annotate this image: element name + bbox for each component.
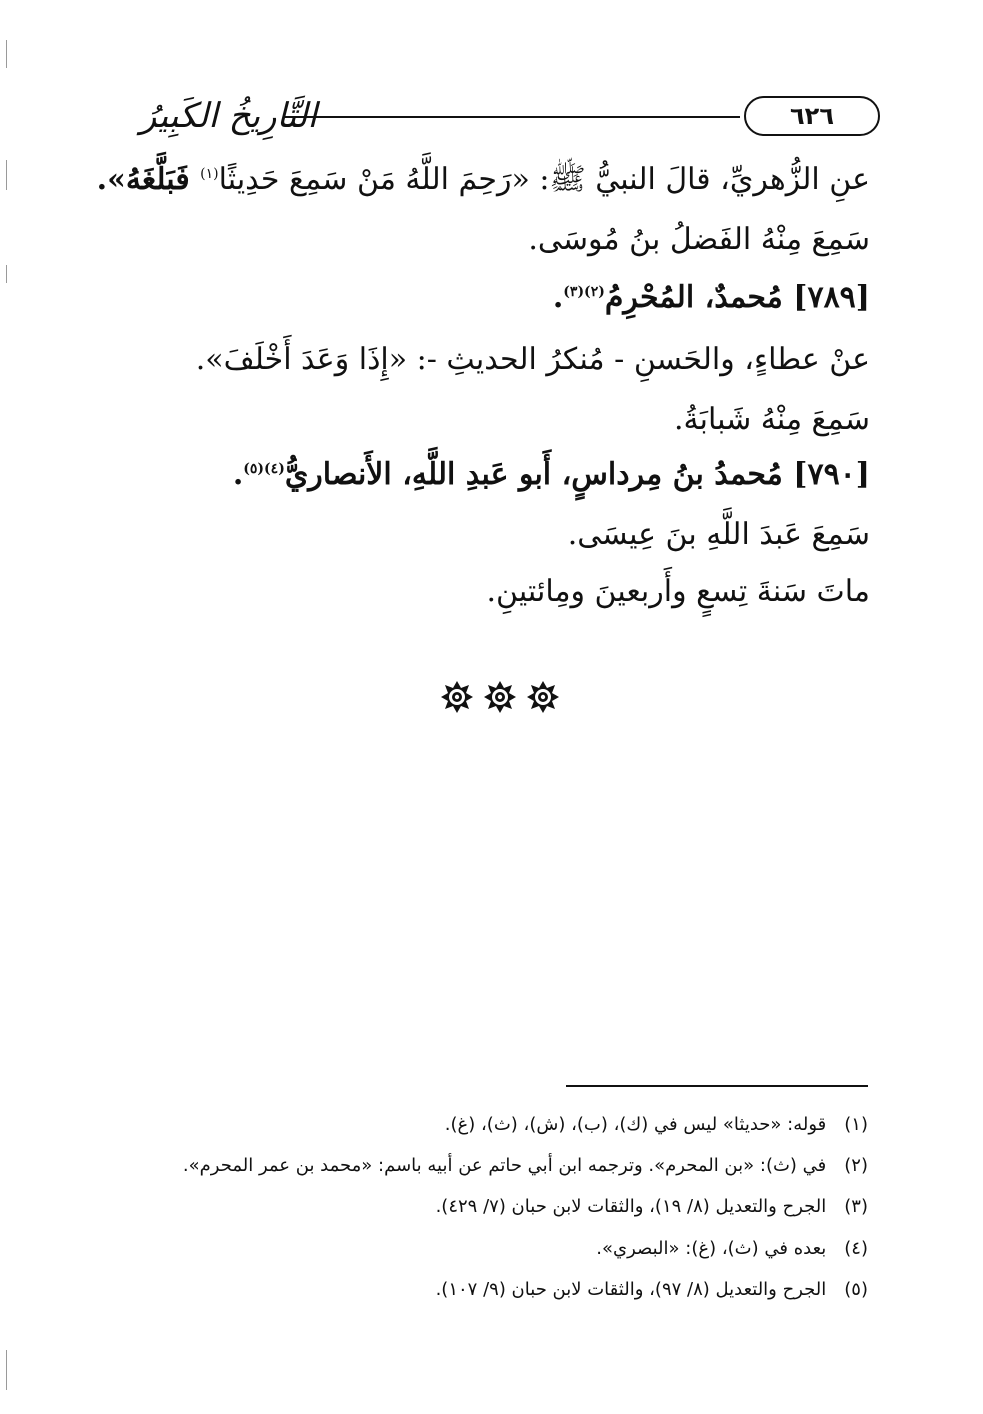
footnote-ref[interactable]: (١) — [200, 166, 219, 182]
footnote-number: (١) — [844, 1114, 868, 1135]
text-line: ماتَ سَنةَ تِسعٍ وأَربعينَ ومِائتينِ. — [486, 574, 870, 609]
book-title: التَّارِيخُ الكَبِيرُ — [140, 96, 317, 136]
text-line: سَمِعَ مِنْهُ الفَضلُ بنُ مُوسَى. — [528, 222, 870, 257]
footnote-separator — [566, 1085, 868, 1087]
entry-heading: [٧٩٠] مُحمدُ بنُ مِرداسٍ، أَبو عَبدِ اللَّهِ، الأَنصاريُّ$^{(٤)(٥)}$. — [232, 457, 870, 492]
text-line: عنْ عطاءٍ، والحَسنِ - مُنكرُ الحديثِ -: «إِذَا وَعَدَ أَخْلَفَ». — [195, 342, 870, 377]
footnote-text: في (ث): «بن المحرم». وترجمه ابن أبي حاتم عن أبيه باسم: «محمد بن عمر المحرم». — [182, 1155, 827, 1176]
ornament-flower-icon — [483, 680, 517, 714]
footnote-text: الجرح والتعديل (٨/ ١٩)، والثقات لابن حبان (٧/ ٤٢٩). — [435, 1196, 827, 1217]
footnote — [183, 1153, 868, 1179]
footnote-number: (٢) — [844, 1155, 868, 1176]
header-rule — [285, 116, 740, 118]
footnote-ref[interactable]: (٤)(٥) — [243, 461, 285, 477]
text-line: عنِ الزُّهريِّ، قالَ النبيُّ ﷺ: «رَحِمَ اللَّهُ مَنْ سَمِعَ حَدِيثًا$^{(١)}$ فَبَلَّغَهُ». — [96, 162, 870, 197]
text-line: سَمِعَ مِنْهُ شَبابَةُ. — [673, 402, 870, 437]
footnote-text: الجرح والتعديل (٨/ ٩٧)، والثقات لابن حبان (٩/ ١٠٧). — [435, 1279, 827, 1300]
section-ornament — [440, 680, 560, 716]
ornament-flower-icon — [440, 680, 474, 714]
page-number-badge — [744, 96, 880, 136]
ornament-flower-icon — [526, 680, 560, 714]
footnote-ref[interactable]: (٢)(٣) — [563, 284, 605, 300]
footnote-number: (٥) — [844, 1279, 868, 1300]
scan-edge-mark — [6, 40, 7, 68]
footnote — [596, 1236, 868, 1262]
page-header — [140, 92, 880, 144]
scan-edge-mark — [6, 1350, 7, 1390]
footnote — [445, 1112, 868, 1138]
footnote-text: بعده في (ث)، (غ): «البصري». — [596, 1238, 827, 1259]
footnote — [436, 1277, 868, 1303]
text-line: سَمِعَ عَبدَ اللَّهِ بنَ عِيسَى. — [567, 517, 870, 552]
footnote-text: قوله: «حديثا» ليس في (ك)، (ب)، (ش)، (ث)، (غ). — [444, 1114, 827, 1135]
scan-edge-mark — [6, 265, 7, 283]
footnote-number: (٣) — [844, 1196, 868, 1217]
entry-heading: [٧٨٩] مُحمدٌ، المُحْرِمُ$^{(٢)(٣)}$. — [552, 280, 870, 315]
page-number: ٦٢٦ — [790, 102, 834, 130]
scan-edge-mark — [6, 160, 7, 190]
footnote — [436, 1194, 868, 1220]
footnote-number: (٤) — [844, 1238, 868, 1259]
